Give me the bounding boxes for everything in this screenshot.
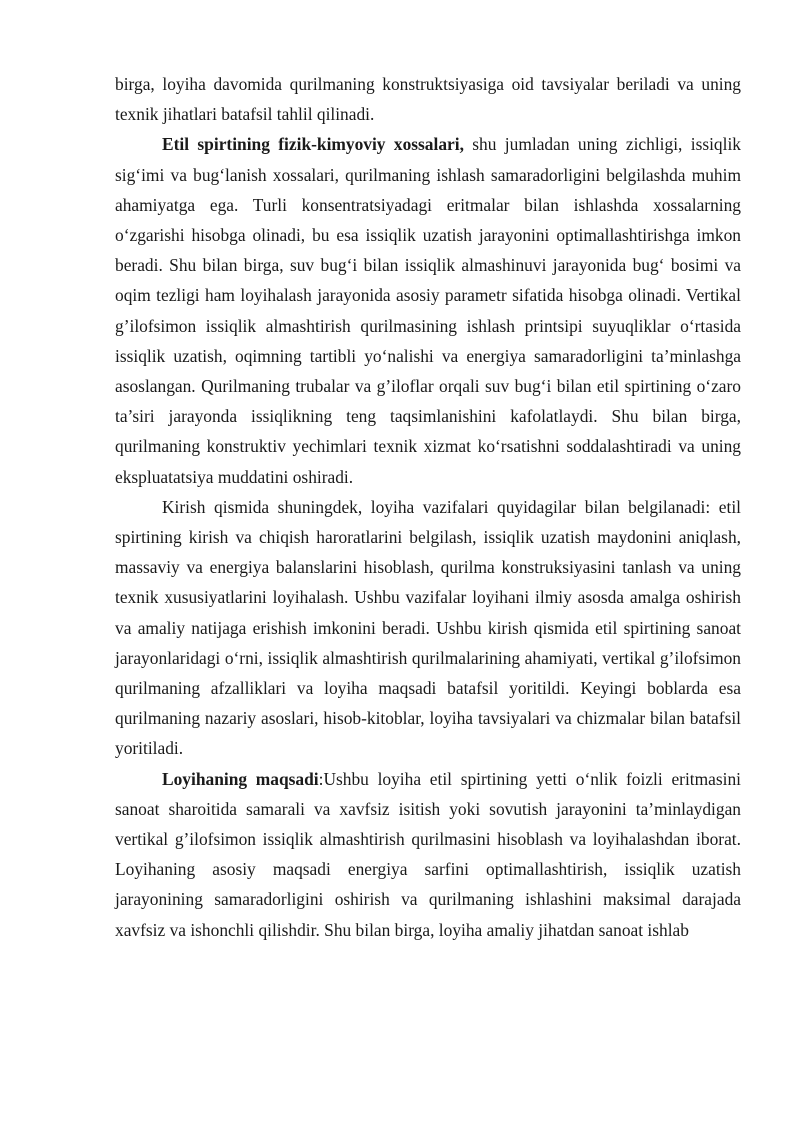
paragraph-project-tasks bbox=[115, 492, 741, 764]
paragraph-text: birga, loyiha davomida qurilmaning konstruktsiyasiga oid tavsiyalar beriladi va uning texnik jihatlari batafsil tahlil qilinadi. bbox=[115, 74, 741, 125]
paragraph-text: shu jumladan uning zichligi, issiqlik sig‘imi va bug‘lanish xossalari, qurilmaning ishlash samaradorligini belgilashda muhim ahamiyatga ega. Turli konsentratsiyadagi eritmalar bilan ishlashda xossalarning o‘zgarishi hisobga olinadi, bu esa issiqlik uzatish jarayonini optimallashtirishga imkon beradi. Shu bilan birga, suv bug‘i bilan issiqlik almashinuvi jarayonida bug‘ bosimi va oqim tezligi ham loyihalash jarayonida asosiy parametr sifatida hisobga olinadi. Vertikal g’ilofsimon issiqlik almashtirish qurilmasining ishlash printsipi suyuqliklar o‘rtasida issiqlik uzatish, oqimning tartibli yo‘nalishi va energiya samaradorligini ta’minlashga asoslangan. Qurilmaning trubalar va g’iloflar orqali suv bug‘i bilan etil spirtining o‘zaro ta’siri jarayonda issiqlikning teng taqsimlanishini kafolatlaydi. Shu bilan birga, qurilmaning konstruktiv yechimlari texnik xizmat ko‘rsatishni soddalashtiradi va uning ekspluatatsiya muddatini oshiradi. bbox=[115, 134, 741, 487]
document-page bbox=[115, 69, 741, 945]
paragraph-lead-bold: Loyihaning maqsadi bbox=[162, 768, 319, 789]
paragraph-text: :Ushbu loyiha etil spirtining yetti o‘nlik foizli eritmasini sanoat sharoitida samarali va xavfsiz isitish yoki sovutish jarayonini ta’minlaydigan vertikal g’ilofsimon issiqlik almashtirish qurilmasini hisoblash va loyihalashdan iborat. Loyihaning asosiy maqsadi energiya sarfini optimallashtirish, issiqlik uzatish jarayonining samaradorligini oshirish va qurilmaning ishlashini maksimal darajada xavfsiz va ishonchli qilishdir. Shu bilan birga, loyiha amaliy jihatdan sanoat ishlab bbox=[115, 768, 741, 940]
paragraph-continuation bbox=[115, 69, 741, 129]
paragraph-lead-bold: Etil spirtining fizik-kimyoviy xossalari, bbox=[162, 134, 464, 155]
paragraph-text: Kirish qismida shuningdek, loyiha vazifalari quyidagilar bilan belgilanadi: etil spirtining kirish va chiqish haroratlarini belgilash, issiqlik uzatish maydonini aniqlash, massaviy va energiya balanslarini hisoblash, qurilma konstruksiyasini tanlash va uning texnik xususiyatlarini loyihalash. Ushbu vazifalar loyihani ilmiy asosda amalga oshirish va amaliy natijaga erishish imkonini beradi. Ushbu kirish qismida etil spirtining sanoat jarayonlaridagi o‘rni, issiqlik almashtirish qurilmalarining ahamiyati, vertikal g’ilofsimon qurilmaning afzalliklari va loyiha maqsadi batafsil yoritildi. Keyingi boblarda esa qurilmaning nazariy asoslari, hisob-kitoblar, loyiha tavsiyalari va chizmalar bilan batafsil yoritiladi. bbox=[115, 496, 741, 759]
paragraph-physical-properties bbox=[115, 129, 741, 491]
paragraph-project-goal bbox=[115, 764, 741, 945]
